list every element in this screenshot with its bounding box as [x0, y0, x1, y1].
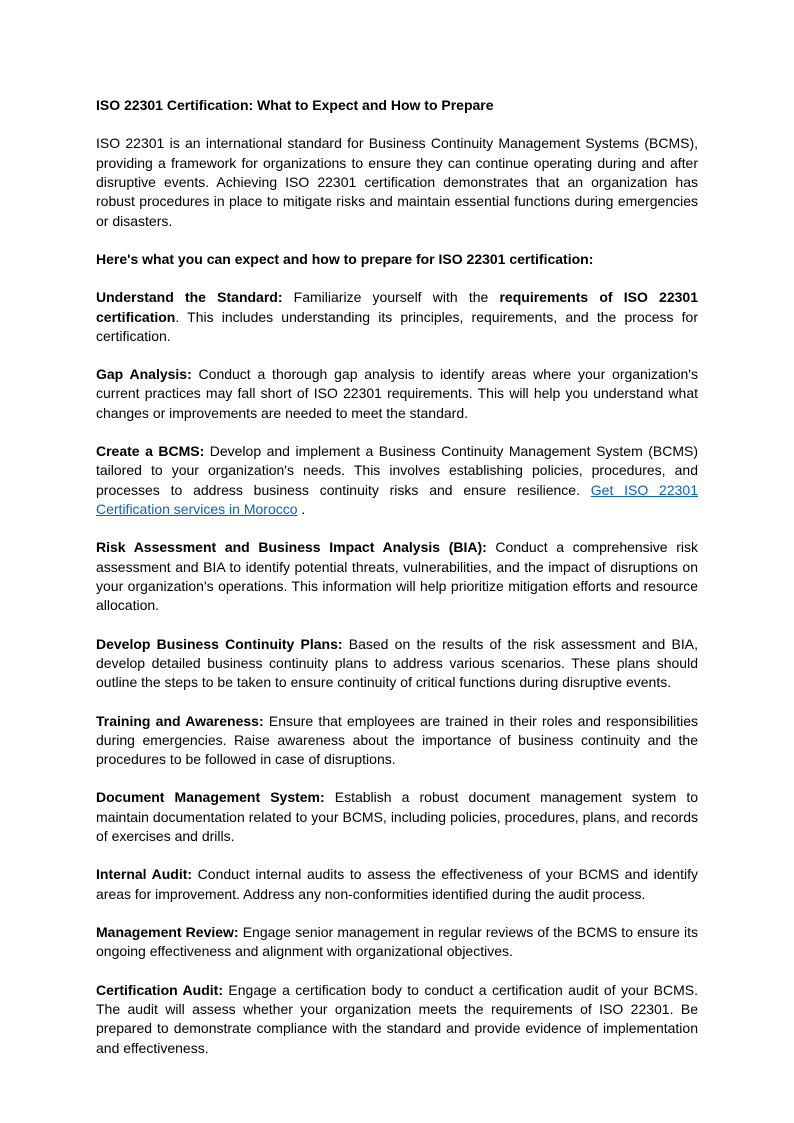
doc-title: ISO 22301 Certification: What to Expect and How to Prepare — [96, 97, 494, 113]
section-body: Familiarize yourself with the — [282, 289, 500, 306]
section-tail: . — [297, 501, 306, 517]
section-gap-analysis — [96, 365, 698, 423]
section-body-continued: . This includes understanding its principles, requirements, and the process for certification. — [96, 308, 698, 344]
section-lead: Management Review: — [96, 924, 239, 940]
section-lead: Create a BCMS: — [96, 443, 205, 460]
section-lead: Gap Analysis: — [96, 366, 192, 383]
section-lead: Certification Audit: — [96, 981, 223, 998]
section-certification-audit — [96, 981, 698, 1058]
section-lead: Training and Awareness: — [96, 712, 264, 729]
section-training-and-awareness — [96, 712, 698, 770]
morocco-certification-link[interactable]: Get ISO 22301 Certification services in Morocco — [96, 481, 698, 517]
section-body: Develop and implement a Business Continuity Management System (BCMS) tailored to your organization's needs. This involves establishing policies, procedures, and processes to address business continuity risks and ensure resilience. — [96, 443, 699, 498]
section-body: Ensure that employees are trained in their roles and responsibilities during emergencies. Raise awareness about the importance of business continuity and the procedures to be followed in case of disruptions. — [96, 712, 699, 768]
section-lead: Document Management System: — [96, 789, 325, 806]
section-body: Conduct internal audits to assess the effectiveness of your BCMS and identify areas for improvement. Address any non-conformities identified during the audit process. — [96, 866, 698, 902]
section-create-a-bcms — [96, 442, 698, 519]
section-document-management-system — [96, 788, 698, 846]
section-develop-business-continuity-plans — [96, 635, 698, 693]
section-lead: Internal Audit: — [96, 866, 193, 883]
section-internal-audit — [96, 865, 698, 904]
section-body: Establish a robust document management system to maintain documentation related to your BCMS, including policies, procedures, plans, and records of exercises and drills. — [96, 789, 698, 845]
section-lead: Risk Assessment and Business Impact Analysis (BIA): — [96, 539, 487, 556]
section-lead: Develop Business Continuity Plans: — [96, 635, 343, 652]
section-body: Engage senior management in regular reviews of the BCMS to ensure its ongoing effectiveness and alignment with organizational objectives. — [96, 924, 698, 960]
section-management-review — [96, 923, 698, 962]
subheading: Here's what you can expect and how to prepare for ISO 22301 certification: — [96, 250, 594, 267]
section-bold-inline: requirements of ISO 22301 certification — [96, 289, 698, 325]
section-body: Engage a certification body to conduct a certification audit of your BCMS. The audit will assess whether your organization meets the requirements of ISO 22301. Be prepared to demonstrate compliance with the standard and provide evidence of implementation and effectiveness. — [96, 981, 698, 1056]
section-body: Conduct a comprehensive risk assessment and BIA to identify potential threats, vulnerabilities, and the impact of disruptions on your organization's operations. This information will help prioritize mitigation efforts and resource allocation. — [96, 539, 698, 614]
section-understand-the-standard — [96, 288, 698, 346]
section-risk-assessment-bia — [96, 538, 698, 615]
section-body: Conduct a thorough gap analysis to identify areas where your organization's current practices may fall short of ISO 22301 requirements. This will help you understand what changes or improvements are needed to meet the standard. — [96, 366, 698, 421]
section-lead: Understand the Standard: — [96, 289, 283, 306]
intro-paragraph: ISO 22301 is an international standard for Business Continuity Management Systems (BCMS), providing a framework for organizations to ensure they can continue operating during and after disruptive events. Achieving ISO 22301 certification demonstrates that an organization has robust procedures in place to mitigate risks and maintain essential functions during emergencies or disasters. — [96, 135, 698, 229]
section-body: Based on the results of the risk assessment and BIA, develop detailed business continuity plans to address various scenarios. These plans should outline the steps to be taken to ensure continuity of critical functions during disruptive events. — [96, 635, 699, 691]
